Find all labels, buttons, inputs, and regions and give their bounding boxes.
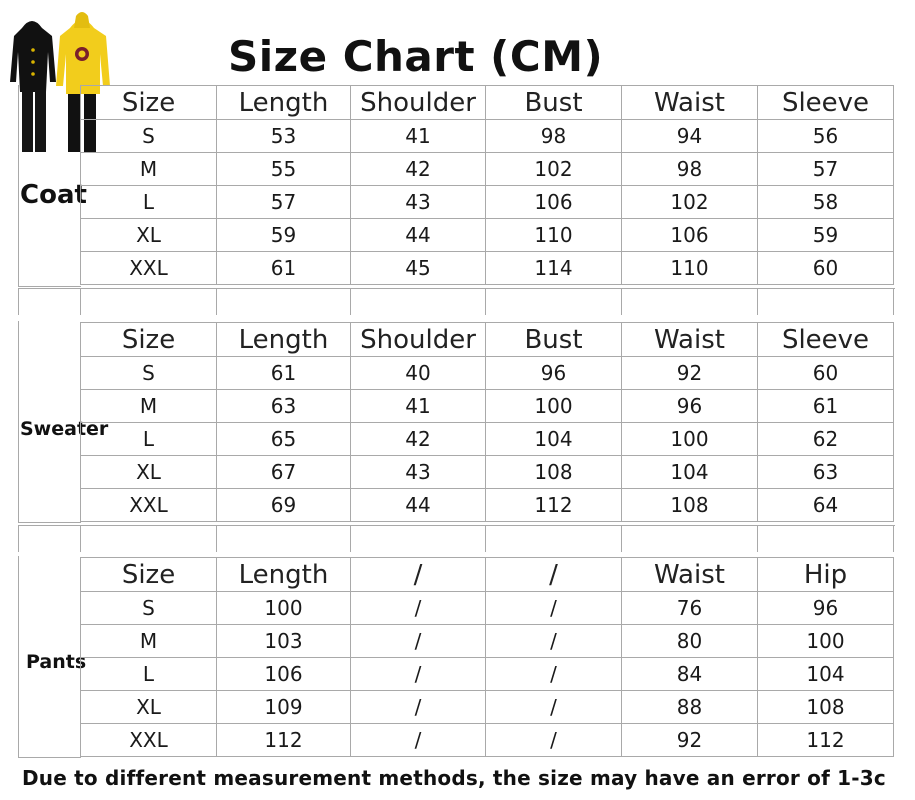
measurement-cell: 108	[486, 456, 622, 489]
measurement-cell: 53	[217, 120, 351, 153]
measurement-cell: 96	[758, 592, 894, 625]
measurement-cell: /	[486, 625, 622, 658]
measurement-cell: 59	[217, 219, 351, 252]
measurement-cell: 69	[217, 489, 351, 522]
column-header: Length	[217, 323, 351, 357]
spacer-cell	[80, 289, 81, 315]
measurement-cell: 45	[351, 252, 486, 285]
measurement-cell: 104	[486, 423, 622, 456]
measurement-cell: 67	[217, 456, 351, 489]
column-header: Length	[217, 558, 351, 592]
measurement-cell: 100	[486, 390, 622, 423]
spacer-cell	[80, 526, 81, 552]
measurement-cell: 43	[351, 186, 486, 219]
size-cell: L	[81, 658, 217, 691]
measurement-cell: 64	[758, 489, 894, 522]
section-label-coat: Coat	[20, 180, 87, 210]
spacer-cell	[621, 526, 622, 552]
measurement-cell: 40	[351, 357, 486, 390]
measurement-cell: 103	[217, 625, 351, 658]
measurement-cell: 60	[758, 357, 894, 390]
measurement-cell: 102	[486, 153, 622, 186]
measurement-cell: /	[486, 691, 622, 724]
measurement-cell: 104	[622, 456, 758, 489]
table-row	[81, 219, 894, 252]
measurement-cell: 92	[622, 357, 758, 390]
measurement-cell: 100	[622, 423, 758, 456]
measurement-cell: /	[486, 724, 622, 757]
column-header: Sleeve	[758, 323, 894, 357]
measurement-cell: 110	[486, 219, 622, 252]
size-cell: XL	[81, 691, 217, 724]
measurement-cell: 104	[758, 658, 894, 691]
measurement-cell: 61	[758, 390, 894, 423]
size-cell: M	[81, 625, 217, 658]
column-header: Hip	[758, 558, 894, 592]
measurement-cell: 98	[486, 120, 622, 153]
spacer-cell	[18, 289, 19, 315]
section-label-sweater: Sweater	[20, 418, 109, 440]
column-header: Waist	[622, 558, 758, 592]
size-cell: M	[81, 153, 217, 186]
measurement-cell: /	[351, 691, 486, 724]
column-header: Shoulder	[351, 323, 486, 357]
table-row	[81, 658, 894, 691]
measurement-cell: 109	[217, 691, 351, 724]
measurement-cell: 42	[351, 423, 486, 456]
spacer-cell	[485, 526, 486, 552]
size-cell: M	[81, 390, 217, 423]
spacer-cell	[18, 526, 19, 552]
measurement-cell: 63	[217, 390, 351, 423]
measurement-cell: /	[486, 658, 622, 691]
spacer-cell	[216, 526, 217, 552]
measurement-cell: /	[351, 724, 486, 757]
measurement-cell: 42	[351, 153, 486, 186]
measurement-cell: 106	[217, 658, 351, 691]
table-row	[81, 120, 894, 153]
table-row	[81, 252, 894, 285]
measurement-cell: 63	[758, 456, 894, 489]
measurement-cell: 100	[758, 625, 894, 658]
measurement-cell: 98	[622, 153, 758, 186]
measurement-cell: /	[486, 592, 622, 625]
measurement-cell: 55	[217, 153, 351, 186]
table-row	[81, 489, 894, 522]
column-header: Size	[81, 558, 217, 592]
spacer-cell	[893, 289, 894, 315]
size-cell: S	[81, 120, 217, 153]
measurement-cell: 61	[217, 252, 351, 285]
size-cell: XL	[81, 219, 217, 252]
section-label-pants: Pants	[26, 651, 87, 673]
footer-note: Due to different measurement methods, the size may have an error of 1-3c	[22, 766, 886, 790]
table-header-row	[81, 86, 894, 120]
measurement-cell: 58	[758, 186, 894, 219]
table-row	[81, 390, 894, 423]
spacer-cell	[350, 526, 351, 552]
measurement-cell: 84	[622, 658, 758, 691]
measurement-cell: 108	[622, 489, 758, 522]
spacer-row	[18, 525, 895, 552]
measurement-cell: 100	[217, 592, 351, 625]
table-row	[81, 423, 894, 456]
measurement-cell: 43	[351, 456, 486, 489]
size-table-coat	[80, 85, 894, 285]
size-cell: S	[81, 592, 217, 625]
size-cell: L	[81, 423, 217, 456]
measurement-cell: 96	[622, 390, 758, 423]
column-header: Sleeve	[758, 86, 894, 120]
measurement-cell: 102	[622, 186, 758, 219]
measurement-cell: 61	[217, 357, 351, 390]
measurement-cell: 96	[486, 357, 622, 390]
size-cell: XL	[81, 456, 217, 489]
column-header: Length	[217, 86, 351, 120]
table-row	[81, 691, 894, 724]
measurement-cell: 112	[217, 724, 351, 757]
measurement-cell: 41	[351, 120, 486, 153]
measurement-cell: 44	[351, 219, 486, 252]
measurement-cell: 62	[758, 423, 894, 456]
table-row	[81, 625, 894, 658]
column-header: /	[486, 558, 622, 592]
size-cell: L	[81, 186, 217, 219]
column-header: Bust	[486, 86, 622, 120]
measurement-cell: 112	[486, 489, 622, 522]
table-row	[81, 357, 894, 390]
measurement-cell: 112	[758, 724, 894, 757]
table-row	[81, 456, 894, 489]
measurement-cell: 44	[351, 489, 486, 522]
size-cell: S	[81, 357, 217, 390]
column-header: Waist	[622, 86, 758, 120]
column-header: Size	[81, 86, 217, 120]
size-cell: XXL	[81, 489, 217, 522]
measurement-cell: 106	[486, 186, 622, 219]
measurement-cell: 76	[622, 592, 758, 625]
table-row	[81, 592, 894, 625]
measurement-cell: 60	[758, 252, 894, 285]
table-header-row	[81, 558, 894, 592]
spacer-cell	[621, 289, 622, 315]
measurement-cell: 108	[758, 691, 894, 724]
spacer-cell	[757, 289, 758, 315]
page-title: Size Chart (CM)	[228, 32, 604, 81]
spacer-cell	[216, 289, 217, 315]
table-row	[81, 724, 894, 757]
column-header: Size	[81, 323, 217, 357]
measurement-cell: 65	[217, 423, 351, 456]
measurement-cell: 114	[486, 252, 622, 285]
measurement-cell: 59	[758, 219, 894, 252]
table-header-row	[81, 323, 894, 357]
spacer-cell	[893, 526, 894, 552]
column-header: /	[351, 558, 486, 592]
column-header: Shoulder	[351, 86, 486, 120]
table-row	[81, 153, 894, 186]
measurement-cell: /	[351, 625, 486, 658]
measurement-cell: 80	[622, 625, 758, 658]
column-header: Waist	[622, 323, 758, 357]
measurement-cell: 56	[758, 120, 894, 153]
size-table-sweater	[80, 322, 894, 522]
measurement-cell: 88	[622, 691, 758, 724]
spacer-cell	[350, 289, 351, 315]
measurement-cell: 41	[351, 390, 486, 423]
measurement-cell: 57	[758, 153, 894, 186]
spacer-cell	[757, 526, 758, 552]
measurement-cell: 106	[622, 219, 758, 252]
size-cell: XXL	[81, 252, 217, 285]
measurement-cell: /	[351, 592, 486, 625]
size-cell: XXL	[81, 724, 217, 757]
measurement-cell: 57	[217, 186, 351, 219]
measurement-cell: 92	[622, 724, 758, 757]
table-row	[81, 186, 894, 219]
spacer-cell	[485, 289, 486, 315]
measurement-cell: /	[351, 658, 486, 691]
measurement-cell: 94	[622, 120, 758, 153]
measurement-cell: 110	[622, 252, 758, 285]
size-table-pants	[80, 557, 894, 757]
column-header: Bust	[486, 323, 622, 357]
spacer-row	[18, 288, 895, 315]
